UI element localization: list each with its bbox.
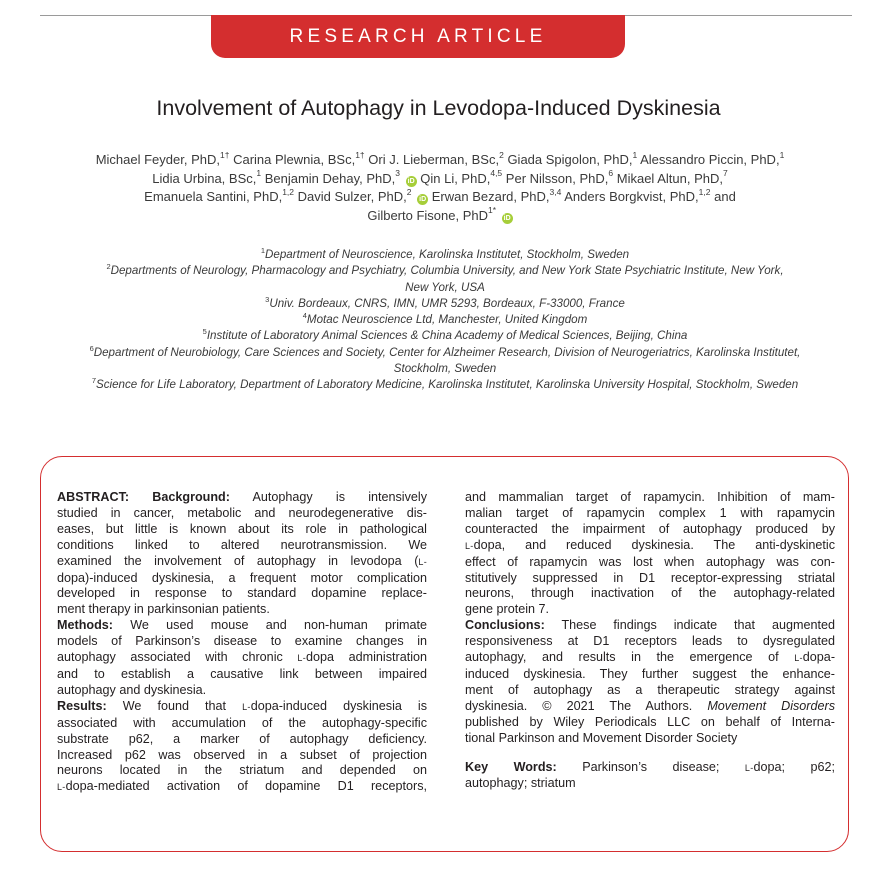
small-caps-l: L- <box>794 653 803 664</box>
abstract-line: stitutively suppressed in D1 receptor-expressing striatal <box>465 570 835 585</box>
abstract-text: autophagy associated with chronic <box>57 650 283 665</box>
author-name: Giada Spigolon, PhD, <box>507 152 633 167</box>
abstract-line <box>465 650 835 667</box>
small-caps-l: L- <box>57 782 66 793</box>
affiliation-text: Departments of Neurology, Pharmacology and Psychiatry, Columbia University, and New York State Psychiatric Institute, New York, <box>110 264 784 278</box>
abstract-text: dopa administration <box>306 650 427 665</box>
abstract-line: ment therapy in parkinsonian patients. <box>57 602 270 617</box>
author-name: Ori J. Lieberman, BSc, <box>368 152 500 167</box>
affiliation-item-continued <box>40 280 850 296</box>
small-caps-l: L- <box>418 556 427 567</box>
orcid-icon[interactable]: iD <box>419 196 427 204</box>
author-affil: 3,4 <box>549 186 562 197</box>
keyword: p62; <box>810 759 836 774</box>
abstract-line <box>57 618 427 634</box>
abstract-text: These findings indicate that augmented <box>561 618 835 633</box>
author-name: Gilberto Fisone, PhD <box>367 207 488 223</box>
author-conjunction: and <box>714 189 736 205</box>
affiliation-item <box>40 328 850 344</box>
article-title: Involvement of Autophagy in Levodopa-Induced Dyskinesia <box>156 96 721 120</box>
methods-label: Methods: <box>57 618 113 633</box>
abstract-line: studied in cancer, metabolic and neurodegenerative dis- <box>57 505 427 520</box>
abstract-line: and to establish a causative link between impaired <box>57 666 427 681</box>
affiliation-item <box>40 312 850 328</box>
author-affil: 1 <box>256 168 262 179</box>
affiliation-item <box>40 263 850 279</box>
small-caps-l: L- <box>465 540 474 551</box>
abstract-text: We used mouse and non-human primate <box>130 618 427 633</box>
affiliation-item <box>40 296 850 312</box>
abstract-line: autophagy and dyskinesia. <box>57 682 207 697</box>
affiliation-number: 4 <box>302 311 307 321</box>
author-name: Qin Li, PhD, <box>420 170 491 186</box>
abstract-line: gene protein 7. <box>465 602 550 617</box>
abstract-line: ment of autophagy as a therapeutic strategy against <box>465 682 835 697</box>
abstract-line: counteracted the impairment of autophagy produced by <box>465 521 835 536</box>
author-affil: 1 <box>779 149 785 160</box>
abstract-line <box>465 538 835 555</box>
abstract-line: models of Parkinson’s disease to examine changes in <box>57 634 427 649</box>
author-affil: 1,2 <box>282 186 295 197</box>
abstract-line: Increased p62 was observed in a subset of projection <box>57 747 427 762</box>
affiliation-text: Department of Neurobiology, Care Sciences and Society, Center for Alzheimer Research, Division of Neurogeriatrics, Karolinska Institutet, <box>93 345 801 359</box>
background-label: Background: <box>152 490 230 504</box>
affiliation-text: Science for Life Laboratory, Department of Laboratory Medicine, Karolinska Institutet, Karolinska University Hospital, Stockholm, Sweden <box>95 378 799 392</box>
abstract-line: malian target of rapamycin complex 1 with rapamycin <box>465 505 835 520</box>
abstract-text: dopa-induced dyskinesia is <box>250 698 428 713</box>
affiliation-item-continued <box>40 361 850 377</box>
author-name: Emanuela Santini, PhD, <box>144 189 283 205</box>
abstract-line <box>57 650 427 667</box>
affiliation-text: Stockholm, Sweden <box>393 362 497 376</box>
author-affil: 1,2 <box>698 186 711 197</box>
abstract-text: dyskinesia. © 2021 The Authors. <box>465 698 693 713</box>
abstract-text: Autophagy is intensively <box>252 490 427 504</box>
author-affil: 6 <box>608 168 614 179</box>
abstract-line <box>57 779 427 796</box>
abstract-text: dopa- <box>802 650 836 665</box>
author-name: Per Nilsson, PhD, <box>505 170 609 186</box>
orcid-icon[interactable]: iD <box>503 214 511 222</box>
affiliation-item <box>40 247 850 263</box>
author-list <box>40 151 840 225</box>
abstract-line: conditions linked to altered neurotransmission. We <box>57 537 427 552</box>
abstract-line: neurons, through inactivation of the autophagy-related <box>465 586 835 601</box>
affiliation-number: 2 <box>106 262 111 272</box>
abstract-text: dopa, and reduced dyskinesia. The anti-dyskinetic <box>473 537 835 552</box>
abstract-line <box>465 618 835 634</box>
abstract-line <box>465 699 835 715</box>
small-caps-l: L- <box>242 701 251 712</box>
author-affil: 1 <box>632 149 638 160</box>
affiliation-number: 3 <box>265 295 270 305</box>
affiliation-number: 7 <box>91 376 96 386</box>
abstract-text: autophagy, and results in the emergence of <box>465 650 779 665</box>
keyword: Parkinson’s disease; <box>582 759 720 774</box>
author-name: Michael Feyder, PhD, <box>95 152 220 167</box>
abstract-line: dopa)-induced dyskinesia, a frequent motor complication <box>57 570 427 585</box>
affiliation-text: Department of Neuroscience, Karolinska Institutet, Stockholm, Sweden <box>265 248 630 261</box>
author-name: Mikael Altun, PhD, <box>616 170 723 186</box>
author-affil: 7 <box>722 168 728 179</box>
abstract-line <box>57 554 427 571</box>
author-affil: 1* <box>488 205 497 216</box>
abstract-line: eases, but little is known about its role in pathological <box>57 521 427 536</box>
orcid-icon[interactable]: iD <box>407 177 415 185</box>
conclusions-label: Conclusions: <box>465 618 545 633</box>
abstract-line: developed in response to standard dopamine replace- <box>57 586 427 601</box>
abstract-column-right <box>465 490 835 792</box>
small-caps-l: L- <box>744 762 754 773</box>
affiliation-text: Univ. Bordeaux, CNRS, IMN, UMR 5293, Bordeaux, F-33000, France <box>269 296 625 310</box>
affiliation-number: 6 <box>89 343 94 353</box>
abstract-line: tional Parkinson and Movement Disorder Society <box>465 730 738 745</box>
author-affil: 4,5 <box>490 168 503 179</box>
abstract-line <box>57 699 427 716</box>
author-affil: 3 <box>395 168 400 179</box>
affiliation-text: Motac Neuroscience Ltd, Manchester, United Kingdom <box>306 313 588 327</box>
small-caps-l: L- <box>297 653 306 664</box>
abstract-text: We found that <box>122 698 227 713</box>
keywords-line <box>465 760 835 777</box>
affiliation-text: Institute of Laboratory Animal Sciences & China Academy of Medical Sciences, Beijing, China <box>206 329 688 343</box>
abstract-line: induced dyskinesia. They further suggest the enhance- <box>465 666 835 681</box>
abstract-line: responsiveness at D1 receptors leads to dysregulated <box>465 634 835 649</box>
abstract-text: dopa-mediated activation of dopamine D1 receptors, <box>65 779 427 794</box>
abstract-line: substrate p62, a marker of autophagy deficiency. <box>57 731 427 746</box>
affiliation-number: 5 <box>202 327 207 337</box>
author-name: Benjamin Dehay, PhD, <box>264 170 396 186</box>
abstract-text: examined the involvement of autophagy in levodopa ( <box>57 553 419 568</box>
affiliation-item <box>40 377 850 393</box>
results-label: Results: <box>57 698 107 713</box>
author-name: Lidia Urbina, BSc, <box>152 170 257 186</box>
abstract-line: and mammalian target of rapamycin. Inhibition of mam- <box>465 490 835 504</box>
author-affil: 1† <box>219 149 230 160</box>
affiliation-text: New York, USA <box>405 280 485 294</box>
author-name: Erwan Bezard, PhD, <box>431 189 550 205</box>
affiliation-list <box>40 247 850 394</box>
author-name: David Sulzer, PhD, <box>297 189 407 205</box>
abstract-line <box>57 490 427 506</box>
article-type-banner: RESEARCH ARTICLE <box>211 15 625 58</box>
keywords-label: Key Words: <box>465 759 557 774</box>
author-name: Alessandro Piccin, PhD, <box>640 152 780 167</box>
journal-name: Movement Disorders <box>707 698 835 713</box>
affiliation-number: 1 <box>260 246 266 256</box>
author-name: Carina Plewnia, BSc, <box>233 152 356 167</box>
abstract-line: effect of rapamycin was lost when autophagy was con- <box>465 554 835 569</box>
author-affil: 2 <box>406 186 412 197</box>
abstract-column-left <box>57 490 427 796</box>
author-name: Anders Borgkvist, PhD, <box>564 189 699 205</box>
abstract-line: neurons located in the striatum and depended on <box>57 763 427 778</box>
author-affil: 2 <box>499 149 504 160</box>
keyword: dopa; <box>753 759 786 774</box>
affiliation-item <box>40 345 850 361</box>
keywords-line: autophagy; striatum <box>465 776 576 791</box>
abstract-line: associated with accumulation of the autophagy-specific <box>57 715 427 730</box>
abstract-line: published by Wiley Periodicals LLC on behalf of Interna- <box>465 714 835 729</box>
author-affil: 1† <box>355 149 365 160</box>
abstract-label: ABSTRACT: <box>57 490 130 504</box>
